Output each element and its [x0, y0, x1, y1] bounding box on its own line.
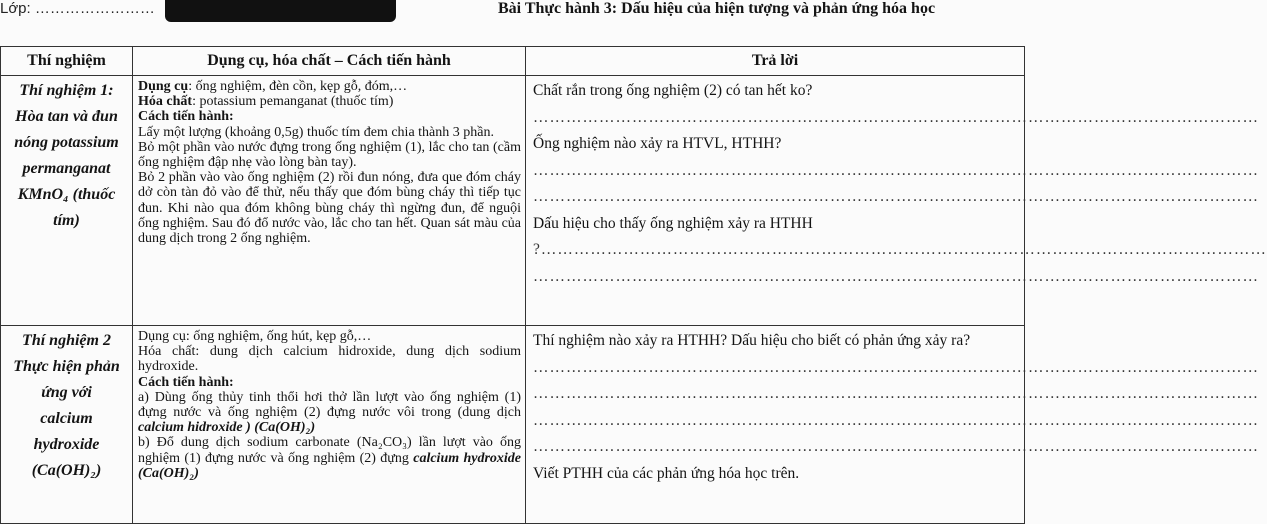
- exp2-procedure-label: Cách tiến hành:: [138, 374, 234, 390]
- exp1-name-cell: [1, 76, 133, 326]
- exp2-name-line: (Ca(OH)₂): [31, 462, 102, 479]
- exp1-question: Dấu hiệu cho thấy ống nghiệm xảy ra HTHH: [533, 214, 813, 232]
- answer-line[interactable]: ……………………………………………………………………………………………………………………: [533, 385, 1259, 402]
- class-label: Lớp: ……………………: [0, 0, 155, 17]
- answer-line[interactable]: ……………………………………………………………………………………………………………………: [533, 108, 1259, 126]
- exp1-tools-label: Dụng cụ: [138, 79, 189, 94]
- exp1-question-mark: ?: [533, 241, 541, 258]
- exp1-step: Bỏ một phần vào nước đựng trong ống nghiệm (1), lắc cho tan (cầm ống nghiệm đập nhẹ vào lòng bàn tay).: [138, 139, 521, 171]
- col-header-answer: Trả lời: [526, 47, 1025, 76]
- answer-line[interactable]: ……………………………………………………………………………………………………………………: [533, 161, 1259, 179]
- exp2-tools-text: Dụng cụ: ống nghiệm, ống hút, kẹp gỗ,…: [138, 329, 372, 344]
- exp1-name-line: Thí nghiệm 1:: [19, 82, 114, 99]
- exp2-name-line: hydroxide: [33, 436, 100, 453]
- exp1-name-line: Hòa tan và đun: [15, 108, 118, 125]
- exp2-name-line: calcium: [40, 410, 93, 427]
- exp2-step-b: b) Đổ dung dịch sodium carbonate (Na₂CO₃) lần lượt vào ống nghiệm (1) đựng nước và ống nghiệm (2) đựng: [138, 435, 521, 466]
- exp1-name-line: nóng potassium: [14, 134, 119, 151]
- answer-line[interactable]: ?……………………………………………………………………………………………………………………: [533, 241, 1267, 258]
- exp2-question: Thí nghiệm nào xảy ra HTHH? Dấu hiệu cho biết có phản ứng xảy ra?: [533, 332, 971, 349]
- exp1-chem-text: : potassium pemanganat (thuốc tím): [192, 94, 394, 110]
- exp2-procedure-cell: [133, 326, 526, 524]
- exp2-question: Viết PTHH của các phản ứng hóa học trên.: [533, 464, 800, 482]
- exp1-procedure-label: Cách tiến hành:: [138, 109, 234, 125]
- exp2-step-a-bold: calcium hidroxide ) (Ca(OH)₂): [138, 420, 316, 436]
- exp1-question: Ống nghiệm nào xảy ra HTVL, HTHH?: [533, 135, 782, 152]
- page-title: Bài Thực hành 3: Dấu hiệu của hiện tượng và phản ứng hóa học: [498, 0, 936, 17]
- exp2-chem-text: Hóa chất: dung dịch calcium hidroxide, dung dịch sodium hydroxide.: [138, 344, 521, 375]
- exp1-name-line: tím): [53, 212, 80, 229]
- col-header-procedure: Dụng cụ, hóa chất – Cách tiến hành: [133, 47, 526, 76]
- exp1-answer-cell: [526, 76, 1267, 326]
- exp1-name-line: permanganat: [22, 160, 111, 177]
- practice-table: [0, 46, 1267, 524]
- exp2-name-line: Thí nghiệm 2: [22, 332, 111, 349]
- exp1-step: Lấy một lượng (khoảng 0,5g) thuốc tím đem chia thành 3 phần.: [138, 124, 494, 140]
- exp2-name-line: Thực hiện phản: [13, 358, 120, 375]
- table-row-exp2: [1, 326, 1025, 524]
- answer-line[interactable]: ……………………………………………………………………………………………………………………: [533, 411, 1259, 429]
- exp2-name-line: ứng với: [41, 384, 92, 401]
- exp2-answer-cell: [526, 326, 1259, 524]
- exp1-question: Chất rắn trong ống nghiệm (2) có tan hết ko?: [533, 82, 813, 99]
- exp2-step-b-bold: calcium hydroxide (Ca(OH)₂): [138, 450, 522, 481]
- answer-line[interactable]: ……………………………………………………………………………………………………………………: [533, 438, 1259, 455]
- table-row-exp1: [1, 76, 1025, 326]
- answer-line[interactable]: ……………………………………………………………………………………………………………………: [533, 358, 1259, 376]
- exp1-name-line: KMnO₄ (thuốc: [17, 186, 116, 203]
- exp2-name-cell: [1, 326, 133, 524]
- exp2-step-a: a) Dùng ống thủy tinh thổi hơi thở lần lượt vào ống nghiệm (1) đựng nước và ống nghiệm (2) đựng nước vôi trong (dung dịch: [138, 389, 521, 421]
- exp1-step: Bỏ 2 phần vào vào ống nghiệm (2) rồi đun nóng, đưa que đóm cháy dở còn tàn đỏ vào để thử, nếu thấy que đóm bùng cháy thì tiếp tục đun. Khi nào qua đóm không bùng cháy thì ngừng đun, để nguội ống nghiệm. Sau đó đổ nước vào, lắc cho tan hết. Quan sát màu của dung dịch trong 2 ống nghiệm.: [138, 170, 521, 247]
- answer-line[interactable]: ……………………………………………………………………………………………………………………: [533, 188, 1259, 205]
- exp1-procedure-cell: [133, 76, 526, 326]
- header-row: [1, 47, 1025, 76]
- answer-line[interactable]: ……………………………………………………………………………………………………………………: [533, 267, 1259, 285]
- exp1-chem-label: Hóa chất: [138, 94, 193, 110]
- redacted-name-box: [165, 0, 396, 22]
- exp1-tools-text: : ống nghiệm, đèn cồn, kẹp gỗ, đóm,…: [188, 79, 408, 94]
- col-header-experiment: Thí nghiệm: [1, 47, 133, 76]
